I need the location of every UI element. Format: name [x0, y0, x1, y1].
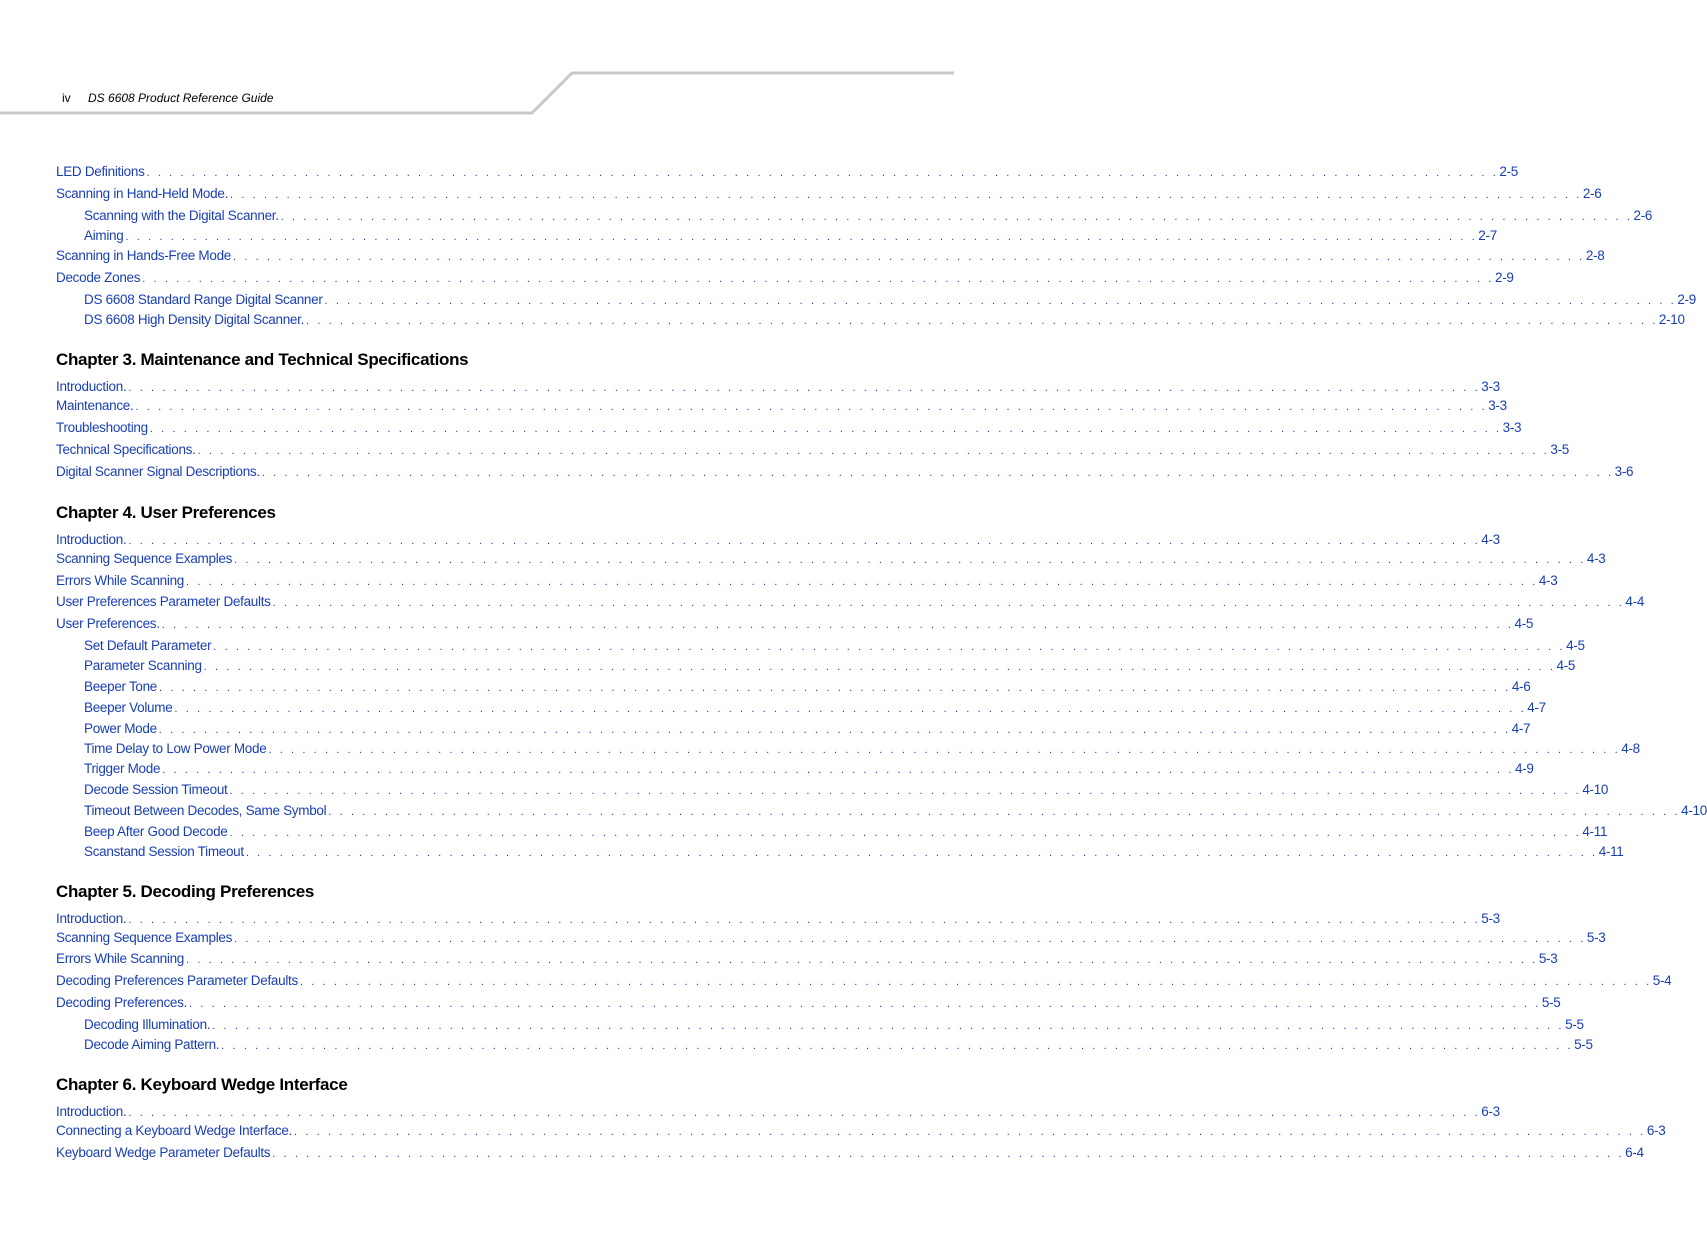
toc-entry[interactable]: [84, 208, 1653, 226]
toc-entry-label[interactable]: Set Default Parameter: [84, 638, 212, 653]
dot-leader: . . . . . . . . . . . . . . . . . . . . . . . . . . . . . . . . . . . . . . . . . . . . . . . . . . . . . . . . . . . . . . . . . . . . . . . . . . . . . . . . . . . . . . . . . . . . . . . . . . . . . . . . . . . . . . . . . . . . . . . .: [125, 231, 1478, 243]
toc-entry-page[interactable]: 4-3: [1538, 573, 1558, 588]
dot-leader: . . . . . . . . . . . . . . . . . . . . . . . . . . . . . . . . . . . . . . . . . . . . . . . . . . . . . . . . . . . . . . . . . . . . . . . . . . . . . . . . . . . . . . . . . . . . . . . . . . . . . . . . . . . . . . . . . . . . . . . .: [213, 641, 1566, 653]
toc-entry-label[interactable]: Beep After Good Decode: [84, 824, 228, 839]
toc-entry-label[interactable]: Scanning with the Digital Scanner.: [84, 208, 279, 223]
toc-entry-label[interactable]: Decode Session Timeout: [84, 782, 228, 797]
guide-title: DS 6608 Product Reference Guide: [88, 91, 274, 105]
toc-entry-page[interactable]: 4-3: [1481, 532, 1500, 547]
toc-entry-label[interactable]: Scanning in Hands-Free Mode: [56, 248, 232, 263]
toc-entry-label[interactable]: Parameter Scanning: [84, 658, 202, 673]
toc-entry-label[interactable]: Technical Specifications.: [56, 442, 196, 457]
toc-entry[interactable]: [84, 679, 1531, 697]
dot-leader: . . . . . . . . . . . . . . . . . . . . . . . . . . . . . . . . . . . . . . . . . . . . . . . . . . . . . . . . . . . . . . . . . . . . . . . . . . . . . . . . . . . . . . . . . . . . . . . . . . . . . . . . . . . . . . . . . . . . . . . .: [128, 535, 1481, 547]
toc-entry[interactable]: [56, 973, 1672, 991]
dot-leader: . . . . . . . . . . . . . . . . . . . . . . . . . . . . . . . . . . . . . . . . . . . . . . . . . . . . . . . . . . . . . . . . . . . . . . . . . . . . . . . . . . . . . . . . . . . . . . . . . . . . . . . . . . . . . . . . . . . . . . . .: [299, 976, 1652, 988]
toc-entry[interactable]: [84, 1017, 1584, 1035]
toc-entry[interactable]: [56, 164, 1518, 182]
dot-leader: . . . . . . . . . . . . . . . . . . . . . . . . . . . . . . . . . . . . . . . . . . . . . . . . . . . . . . . . . . . . . . . . . . . . . . . . . . . . . . . . . . . . . . . . . . . . . . . . . . . . . . . . . . . . . . . . . . . . . . . .: [128, 914, 1481, 926]
toc-entry[interactable]: [56, 186, 1602, 204]
toc-entry[interactable]: [56, 951, 1558, 969]
toc-entry-page[interactable]: 4-11: [1582, 824, 1608, 839]
dot-leader: . . . . . . . . . . . . . . . . . . . . . . . . . . . . . . . . . . . . . . . . . . . . . . . . . . . . . . . . . . . . . . . . . . . . . . . . . . . . . . . . . . . . . . . . . . . . . . . . . . . . . . . . . . . . . . . . . . . . . . . .: [245, 847, 1598, 859]
dot-leader: . . . . . . . . . . . . . . . . . . . . . . . . . . . . . . . . . . . . . . . . . . . . . . . . . . . . . . . . . . . . . . . . . . . . . . . . . . . . . . . . . . . . . . . . . . . . . . . . . . . . . . . . . . . . . . . . . . . . . . . .: [328, 806, 1681, 818]
toc-entry-page[interactable]: 4-10: [1681, 803, 1707, 818]
toc-entry-label[interactable]: Beeper Tone: [84, 679, 158, 694]
chapter-3-heading: Chapter 3. Maintenance and Technical Specifications: [56, 350, 469, 369]
toc-entry-page[interactable]: 6-3: [1646, 1123, 1666, 1138]
toc-entry-page[interactable]: 4-8: [1621, 741, 1640, 756]
toc-entry-label[interactable]: Aiming: [84, 228, 124, 243]
toc-entry-label[interactable]: Decode Zones: [56, 270, 141, 285]
toc-entry-page[interactable]: 4-7: [1511, 721, 1531, 736]
toc-entry[interactable]: [84, 721, 1531, 739]
dot-leader: . . . . . . . . . . . . . . . . . . . . . . . . . . . . . . . . . . . . . . . . . . . . . . . . . . . . . . . . . . . . . . . . . . . . . . . . . . . . . . . . . . . . . . . . . . . . . . . . . . . . . . . . . . . . . . . . . . . . . . . .: [229, 827, 1582, 839]
toc-entry-label[interactable]: Introduction.: [56, 911, 127, 926]
running-head: [62, 91, 273, 105]
toc-entry-label[interactable]: Time Delay to Low Power Mode: [84, 741, 267, 756]
toc-entry[interactable]: [84, 803, 1707, 821]
toc-entry-page[interactable]: 3-3: [1502, 420, 1522, 435]
toc-entry[interactable]: [84, 761, 1534, 779]
toc-entry[interactable]: [84, 292, 1696, 310]
toc-entry[interactable]: [56, 573, 1558, 591]
dot-leader: . . . . . . . . . . . . . . . . . . . . . . . . . . . . . . . . . . . . . . . . . . . . . . . . . . . . . . . . . . . . . . . . . . . . . . . . . . . . . . . . . . . . . . . . . . . . . . . . . . . . . . . . . . . . . . . . . . . . . . . .: [174, 703, 1527, 715]
toc-entry-page[interactable]: 5-5: [1565, 1017, 1584, 1032]
toc-entry[interactable]: [56, 930, 1606, 948]
toc-entry[interactable]: [84, 700, 1546, 718]
dot-leader: . . . . . . . . . . . . . . . . . . . . . . . . . . . . . . . . . . . . . . . . . . . . . . . . . . . . . . . . . . . . . . . . . . . . . . . . . . . . . . . . . . . . . . . . . . . . . . . . . . . . . . . . . . . . . . . . . . . . . . . .: [294, 1126, 1646, 1138]
toc-entry-page[interactable]: 4-5: [1556, 658, 1576, 673]
toc-entry[interactable]: [56, 270, 1514, 288]
dot-leader: . . . . . . . . . . . . . . . . . . . . . . . . . . . . . . . . . . . . . . . . . . . . . . . . . . . . . . . . . . . . . . . . . . . . . . . . . . . . . . . . . . . . . . . . . . . . . . . . . . . . . . . . . . . . . . . . . . . . . . . .: [189, 998, 1541, 1010]
toc-entry-label[interactable]: Power Mode: [84, 721, 157, 736]
dot-leader: . . . . . . . . . . . . . . . . . . . . . . . . . . . . . . . . . . . . . . . . . . . . . . . . . . . . . . . . . . . . . . . . . . . . . . . . . . . . . . . . . . . . . . . . . . . . . . . . . . . . . . . . . . . . . . . . . . . . . . . .: [268, 744, 1621, 756]
toc-entry-page[interactable]: 5-4: [1652, 973, 1672, 988]
toc-entry-label[interactable]: Scanning in Hand-Held Mode.: [56, 186, 229, 201]
toc-entry-label[interactable]: DS 6608 Standard Range Digital Scanner: [84, 292, 323, 307]
toc-entry-page[interactable]: 3-3: [1488, 398, 1507, 413]
dot-leader: . . . . . . . . . . . . . . . . . . . . . . . . . . . . . . . . . . . . . . . . . . . . . . . . . . . . . . . . . . . . . . . . . . . . . . . . . . . . . . . . . . . . . . . . . . . . . . . . . . . . . . . . . . . . . . . . . . . . . . . .: [272, 1148, 1625, 1160]
toc-entry-label[interactable]: Timeout Between Decodes, Same Symbol: [84, 803, 327, 818]
toc-entry-label[interactable]: Beeper Volume: [84, 700, 173, 715]
toc-entry-label[interactable]: Connecting a Keyboard Wedge Interface.: [56, 1123, 293, 1138]
dot-leader: . . . . . . . . . . . . . . . . . . . . . . . . . . . . . . . . . . . . . . . . . . . . . . . . . . . . . . . . . . . . . . . . . . . . . . . . . . . . . . . . . . . . . . . . . . . . . . . . . . . . . . . . . . . . . . . . . . . . . . . .: [234, 933, 1586, 945]
toc-entry-label[interactable]: Decoding Preferences Parameter Defaults: [56, 973, 298, 988]
toc-entry-label[interactable]: Introduction.: [56, 1104, 127, 1119]
toc-entry[interactable]: [56, 995, 1561, 1013]
dot-leader: . . . . . . . . . . . . . . . . . . . . . . . . . . . . . . . . . . . . . . . . . . . . . . . . . . . . . . . . . . . . . . . . . . . . . . . . . . . . . . . . . . . . . . . . . . . . . . . . . . . . . . . . . . . . . . . . . . . . . . . .: [197, 445, 1550, 457]
dot-leader: . . . . . . . . . . . . . . . . . . . . . . . . . . . . . . . . . . . . . . . . . . . . . . . . . . . . . . . . . . . . . . . . . . . . . . . . . . . . . . . . . . . . . . . . . . . . . . . . . . . . . . . . . . . . . . . . . . . . . . . .: [203, 661, 1556, 673]
toc-entry-label[interactable]: Errors While Scanning: [56, 951, 185, 966]
toc-entry-page[interactable]: 4-4: [1625, 594, 1645, 609]
toc-entry[interactable]: [84, 658, 1576, 676]
toc-entry[interactable]: [56, 398, 1507, 416]
dot-leader: . . . . . . . . . . . . . . . . . . . . . . . . . . . . . . . . . . . . . . . . . . . . . . . . . . . . . . . . . . . . . . . . . . . . . . . . . . . . . . . . . . . . . . . . . . . . . . . . . . . . . . . . . . . . . . . . . . . . . . . .: [261, 467, 1614, 479]
toc-entry-page[interactable]: 5-3: [1481, 911, 1500, 926]
dot-leader: . . . . . . . . . . . . . . . . . . . . . . . . . . . . . . . . . . . . . . . . . . . . . . . . . . . . . . . . . . . . . . . . . . . . . . . . . . . . . . . . . . . . . . . . . . . . . . . . . . . . . . . . . . . . . . . . . . . . . . . .: [159, 682, 1511, 694]
toc-entry[interactable]: [56, 616, 1534, 634]
toc-entry-label[interactable]: Trigger Mode: [84, 761, 161, 776]
toc-entry-page[interactable]: 3-5: [1550, 442, 1570, 457]
toc-entry[interactable]: [56, 551, 1606, 569]
toc-entry-page[interactable]: 4-10: [1582, 782, 1609, 797]
dot-leader: . . . . . . . . . . . . . . . . . . . . . . . . . . . . . . . . . . . . . . . . . . . . . . . . . . . . . . . . . . . . . . . . . . . . . . . . . . . . . . . . . . . . . . . . . . . . . . . . . . . . . . . . . . . . . . . . . . . . . . . .: [221, 1040, 1574, 1052]
toc-entry[interactable]: [56, 594, 1645, 612]
toc-entry[interactable]: [84, 312, 1685, 330]
toc-entry[interactable]: [84, 782, 1609, 800]
dot-leader: . . . . . . . . . . . . . . . . . . . . . . . . . . . . . . . . . . . . . . . . . . . . . . . . . . . . . . . . . . . . . . . . . . . . . . . . . . . . . . . . . . . . . . . . . . . . . . . . . . . . . . . . . . . . . . . . . . . . . . . .: [128, 382, 1481, 394]
toc-entry-page[interactable]: 4-9: [1515, 761, 1534, 776]
dot-leader: . . . . . . . . . . . . . . . . . . . . . . . . . . . . . . . . . . . . . . . . . . . . . . . . . . . . . . . . . . . . . . . . . . . . . . . . . . . . . . . . . . . . . . . . . . . . . . . . . . . . . . . . . . . . . . . . . . . . . . . .: [324, 295, 1677, 307]
toc-entry[interactable]: [56, 1145, 1644, 1163]
toc-entry[interactable]: [84, 741, 1640, 759]
dot-leader: . . . . . . . . . . . . . . . . . . . . . . . . . . . . . . . . . . . . . . . . . . . . . . . . . . . . . . . . . . . . . . . . . . . . . . . . . . . . . . . . . . . . . . . . . . . . . . . . . . . . . . . . . . . . . . . . . . . . . . . .: [186, 954, 1538, 966]
toc-entry-label[interactable]: Digital Scanner Signal Descriptions.: [56, 464, 260, 479]
toc-entry-label[interactable]: Decoding Preferences.: [56, 995, 188, 1010]
toc-entry-page[interactable]: 5-3: [1538, 951, 1558, 966]
toc-entry-page[interactable]: 4-7: [1527, 700, 1546, 715]
toc-entry-page[interactable]: 2-10: [1658, 312, 1685, 327]
toc-entry-label[interactable]: Decoding Illumination.: [84, 1017, 211, 1032]
toc-entry[interactable]: [84, 228, 1497, 246]
toc-entry[interactable]: [56, 532, 1500, 550]
dot-leader: . . . . . . . . . . . . . . . . . . . . . . . . . . . . . . . . . . . . . . . . . . . . . . . . . . . . . . . . . . . . . . . . . . . . . . . . . . . . . . . . . . . . . . . . . . . . . . . . . . . . . . . . . . . . . . . . . . . . . . . .: [186, 576, 1538, 588]
dot-leader: . . . . . . . . . . . . . . . . . . . . . . . . . . . . . . . . . . . . . . . . . . . . . . . . . . . . . . . . . . . . . . . . . . . . . . . . . . . . . . . . . . . . . . . . . . . . . . . . . . . . . . . . . . . . . . . . . . . . . . . .: [306, 315, 1658, 327]
toc-entry-label[interactable]: Introduction.: [56, 379, 127, 394]
toc-entry-page[interactable]: 5-3: [1586, 930, 1606, 945]
dot-leader: . . . . . . . . . . . . . . . . . . . . . . . . . . . . . . . . . . . . . . . . . . . . . . . . . . . . . . . . . . . . . . . . . . . . . . . . . . . . . . . . . . . . . . . . . . . . . . . . . . . . . . . . . . . . . . . . . . . . . . . .: [149, 423, 1502, 435]
toc-entry-page[interactable]: 4-5: [1514, 616, 1534, 631]
toc-entry-page[interactable]: 5-5: [1574, 1037, 1593, 1052]
toc-entry-label[interactable]: User Preferences Parameter Defaults: [56, 594, 271, 609]
toc-entry[interactable]: [56, 379, 1500, 397]
toc-entry-label[interactable]: Scanstand Session Timeout: [84, 844, 244, 859]
toc-entry[interactable]: [56, 248, 1605, 266]
toc-entry[interactable]: [56, 911, 1500, 929]
toc-entry[interactable]: [56, 442, 1570, 460]
toc-entry-label[interactable]: User Preferences.: [56, 616, 160, 631]
dot-leader: . . . . . . . . . . . . . . . . . . . . . . . . . . . . . . . . . . . . . . . . . . . . . . . . . . . . . . . . . . . . . . . . . . . . . . . . . . . . . . . . . . . . . . . . . . . . . . . . . . . . . . . . . . . . . . . . . . . . . . . .: [128, 1107, 1481, 1119]
dot-leader: . . . . . . . . . . . . . . . . . . . . . . . . . . . . . . . . . . . . . . . . . . . . . . . . . . . . . . . . . . . . . . . . . . . . . . . . . . . . . . . . . . . . . . . . . . . . . . . . . . . . . . . . . . . . . . . . . . . . . . . .: [229, 785, 1582, 797]
dot-leader: . . . . . . . . . . . . . . . . . . . . . . . . . . . . . . . . . . . . . . . . . . . . . . . . . . . . . . . . . . . . . . . . . . . . . . . . . . . . . . . . . . . . . . . . . . . . . . . . . . . . . . . . . . . . . . . . . . . . . . . .: [234, 554, 1586, 566]
toc-entry-page[interactable]: 2-7: [1478, 228, 1497, 243]
toc-entry-page[interactable]: 2-8: [1585, 248, 1605, 263]
dot-leader: . . . . . . . . . . . . . . . . . . . . . . . . . . . . . . . . . . . . . . . . . . . . . . . . . . . . . . . . . . . . . . . . . . . . . . . . . . . . . . . . . . . . . . . . . . . . . . . . . . . . . . . . . . . . . . . . . . . . . . . .: [162, 764, 1515, 776]
toc-entry[interactable]: [84, 824, 1608, 842]
toc-entry-page[interactable]: 5-5: [1541, 995, 1561, 1010]
chapter-5-heading: Chapter 5. Decoding Preferences: [56, 882, 315, 901]
toc-entry-page[interactable]: 2-9: [1677, 292, 1696, 307]
toc-entry-page[interactable]: 4-3: [1586, 551, 1606, 566]
dot-leader: . . . . . . . . . . . . . . . . . . . . . . . . . . . . . . . . . . . . . . . . . . . . . . . . . . . . . . . . . . . . . . . . . . . . . . . . . . . . . . . . . . . . . . . . . . . . . . . . . . . . . . . . . . . . . . . . . . . . . . . .: [135, 401, 1488, 413]
toc-entry[interactable]: [56, 464, 1634, 482]
toc-entry[interactable]: [56, 1104, 1500, 1122]
dot-leader: . . . . . . . . . . . . . . . . . . . . . . . . . . . . . . . . . . . . . . . . . . . . . . . . . . . . . . . . . . . . . . . . . . . . . . . . . . . . . . . . . . . . . . . . . . . . . . . . . . . . . . . . . . . . . . . . . . . . . . . .: [158, 724, 1511, 736]
toc-entry[interactable]: [56, 420, 1522, 438]
toc-entry-page[interactable]: 6-4: [1625, 1145, 1644, 1160]
dot-leader: . . . . . . . . . . . . . . . . . . . . . . . . . . . . . . . . . . . . . . . . . . . . . . . . . . . . . . . . . . . . . . . . . . . . . . . . . . . . . . . . . . . . . . . . . . . . . . . . . . . . . . . . . . . . . . . . . . . . . . . .: [280, 211, 1633, 223]
toc-entry-label[interactable]: DS 6608 High Density Digital Scanner.: [84, 312, 305, 327]
toc-entry-page[interactable]: 3-3: [1481, 379, 1500, 394]
toc-entry-page[interactable]: 4-6: [1511, 679, 1531, 694]
toc-entry-label[interactable]: Troubleshooting: [56, 420, 148, 435]
toc-entry[interactable]: [84, 1037, 1593, 1055]
toc-entry-label[interactable]: Decode Aiming Pattern.: [84, 1037, 220, 1052]
toc-entry-label[interactable]: LED Definitions: [56, 164, 145, 179]
toc-entry[interactable]: [56, 1123, 1666, 1141]
page-label: iv: [62, 91, 71, 105]
toc-entry-label[interactable]: Keyboard Wedge Parameter Defaults: [56, 1145, 271, 1160]
toc-entry-label[interactable]: Scanning Sequence Examples: [56, 930, 233, 945]
toc-entry-label[interactable]: Introduction.: [56, 532, 127, 547]
toc-entry-label[interactable]: Maintenance.: [56, 398, 134, 413]
toc-entry-page[interactable]: 2-6: [1582, 186, 1602, 201]
dot-leader: . . . . . . . . . . . . . . . . . . . . . . . . . . . . . . . . . . . . . . . . . . . . . . . . . . . . . . . . . . . . . . . . . . . . . . . . . . . . . . . . . . . . . . . . . . . . . . . . . . . . . . . . . . . . . . . . . . . . . . . .: [161, 619, 1514, 631]
dot-leader: . . . . . . . . . . . . . . . . . . . . . . . . . . . . . . . . . . . . . . . . . . . . . . . . . . . . . . . . . . . . . . . . . . . . . . . . . . . . . . . . . . . . . . . . . . . . . . . . . . . . . . . . . . . . . . . . . . . . . . . .: [146, 167, 1499, 179]
toc-entry-label[interactable]: Errors While Scanning: [56, 573, 185, 588]
dot-leader: . . . . . . . . . . . . . . . . . . . . . . . . . . . . . . . . . . . . . . . . . . . . . . . . . . . . . . . . . . . . . . . . . . . . . . . . . . . . . . . . . . . . . . . . . . . . . . . . . . . . . . . . . . . . . . . . . . . . . . . .: [212, 1020, 1565, 1032]
toc-entry-page[interactable]: 2-5: [1499, 164, 1518, 179]
toc-entry-page[interactable]: 4-5: [1566, 638, 1585, 653]
chapter-4-heading: Chapter 4. User Preferences: [56, 503, 276, 522]
chapter-6-heading: Chapter 6. Keyboard Wedge Interface: [56, 1075, 348, 1094]
toc-entry-page[interactable]: 2-9: [1495, 270, 1514, 285]
dot-leader: . . . . . . . . . . . . . . . . . . . . . . . . . . . . . . . . . . . . . . . . . . . . . . . . . . . . . . . . . . . . . . . . . . . . . . . . . . . . . . . . . . . . . . . . . . . . . . . . . . . . . . . . . . . . . . . . . . . . . . . .: [142, 273, 1495, 285]
toc-entry-page[interactable]: 4-11: [1598, 844, 1624, 859]
dot-leader: . . . . . . . . . . . . . . . . . . . . . . . . . . . . . . . . . . . . . . . . . . . . . . . . . . . . . . . . . . . . . . . . . . . . . . . . . . . . . . . . . . . . . . . . . . . . . . . . . . . . . . . . . . . . . . . . . . . . . . . .: [230, 189, 1582, 201]
dot-leader: . . . . . . . . . . . . . . . . . . . . . . . . . . . . . . . . . . . . . . . . . . . . . . . . . . . . . . . . . . . . . . . . . . . . . . . . . . . . . . . . . . . . . . . . . . . . . . . . . . . . . . . . . . . . . . . . . . . . . . . .: [272, 597, 1625, 609]
toc-entry-page[interactable]: 2-6: [1633, 208, 1653, 223]
toc-entry-page[interactable]: 6-3: [1481, 1104, 1500, 1119]
toc-entry[interactable]: [84, 638, 1585, 656]
toc-entry-label[interactable]: Scanning Sequence Examples: [56, 551, 233, 566]
dot-leader: . . . . . . . . . . . . . . . . . . . . . . . . . . . . . . . . . . . . . . . . . . . . . . . . . . . . . . . . . . . . . . . . . . . . . . . . . . . . . . . . . . . . . . . . . . . . . . . . . . . . . . . . . . . . . . . . . . . . . . . .: [233, 251, 1585, 263]
toc-entry[interactable]: [84, 844, 1624, 862]
toc-entry-page[interactable]: 3-6: [1614, 464, 1634, 479]
